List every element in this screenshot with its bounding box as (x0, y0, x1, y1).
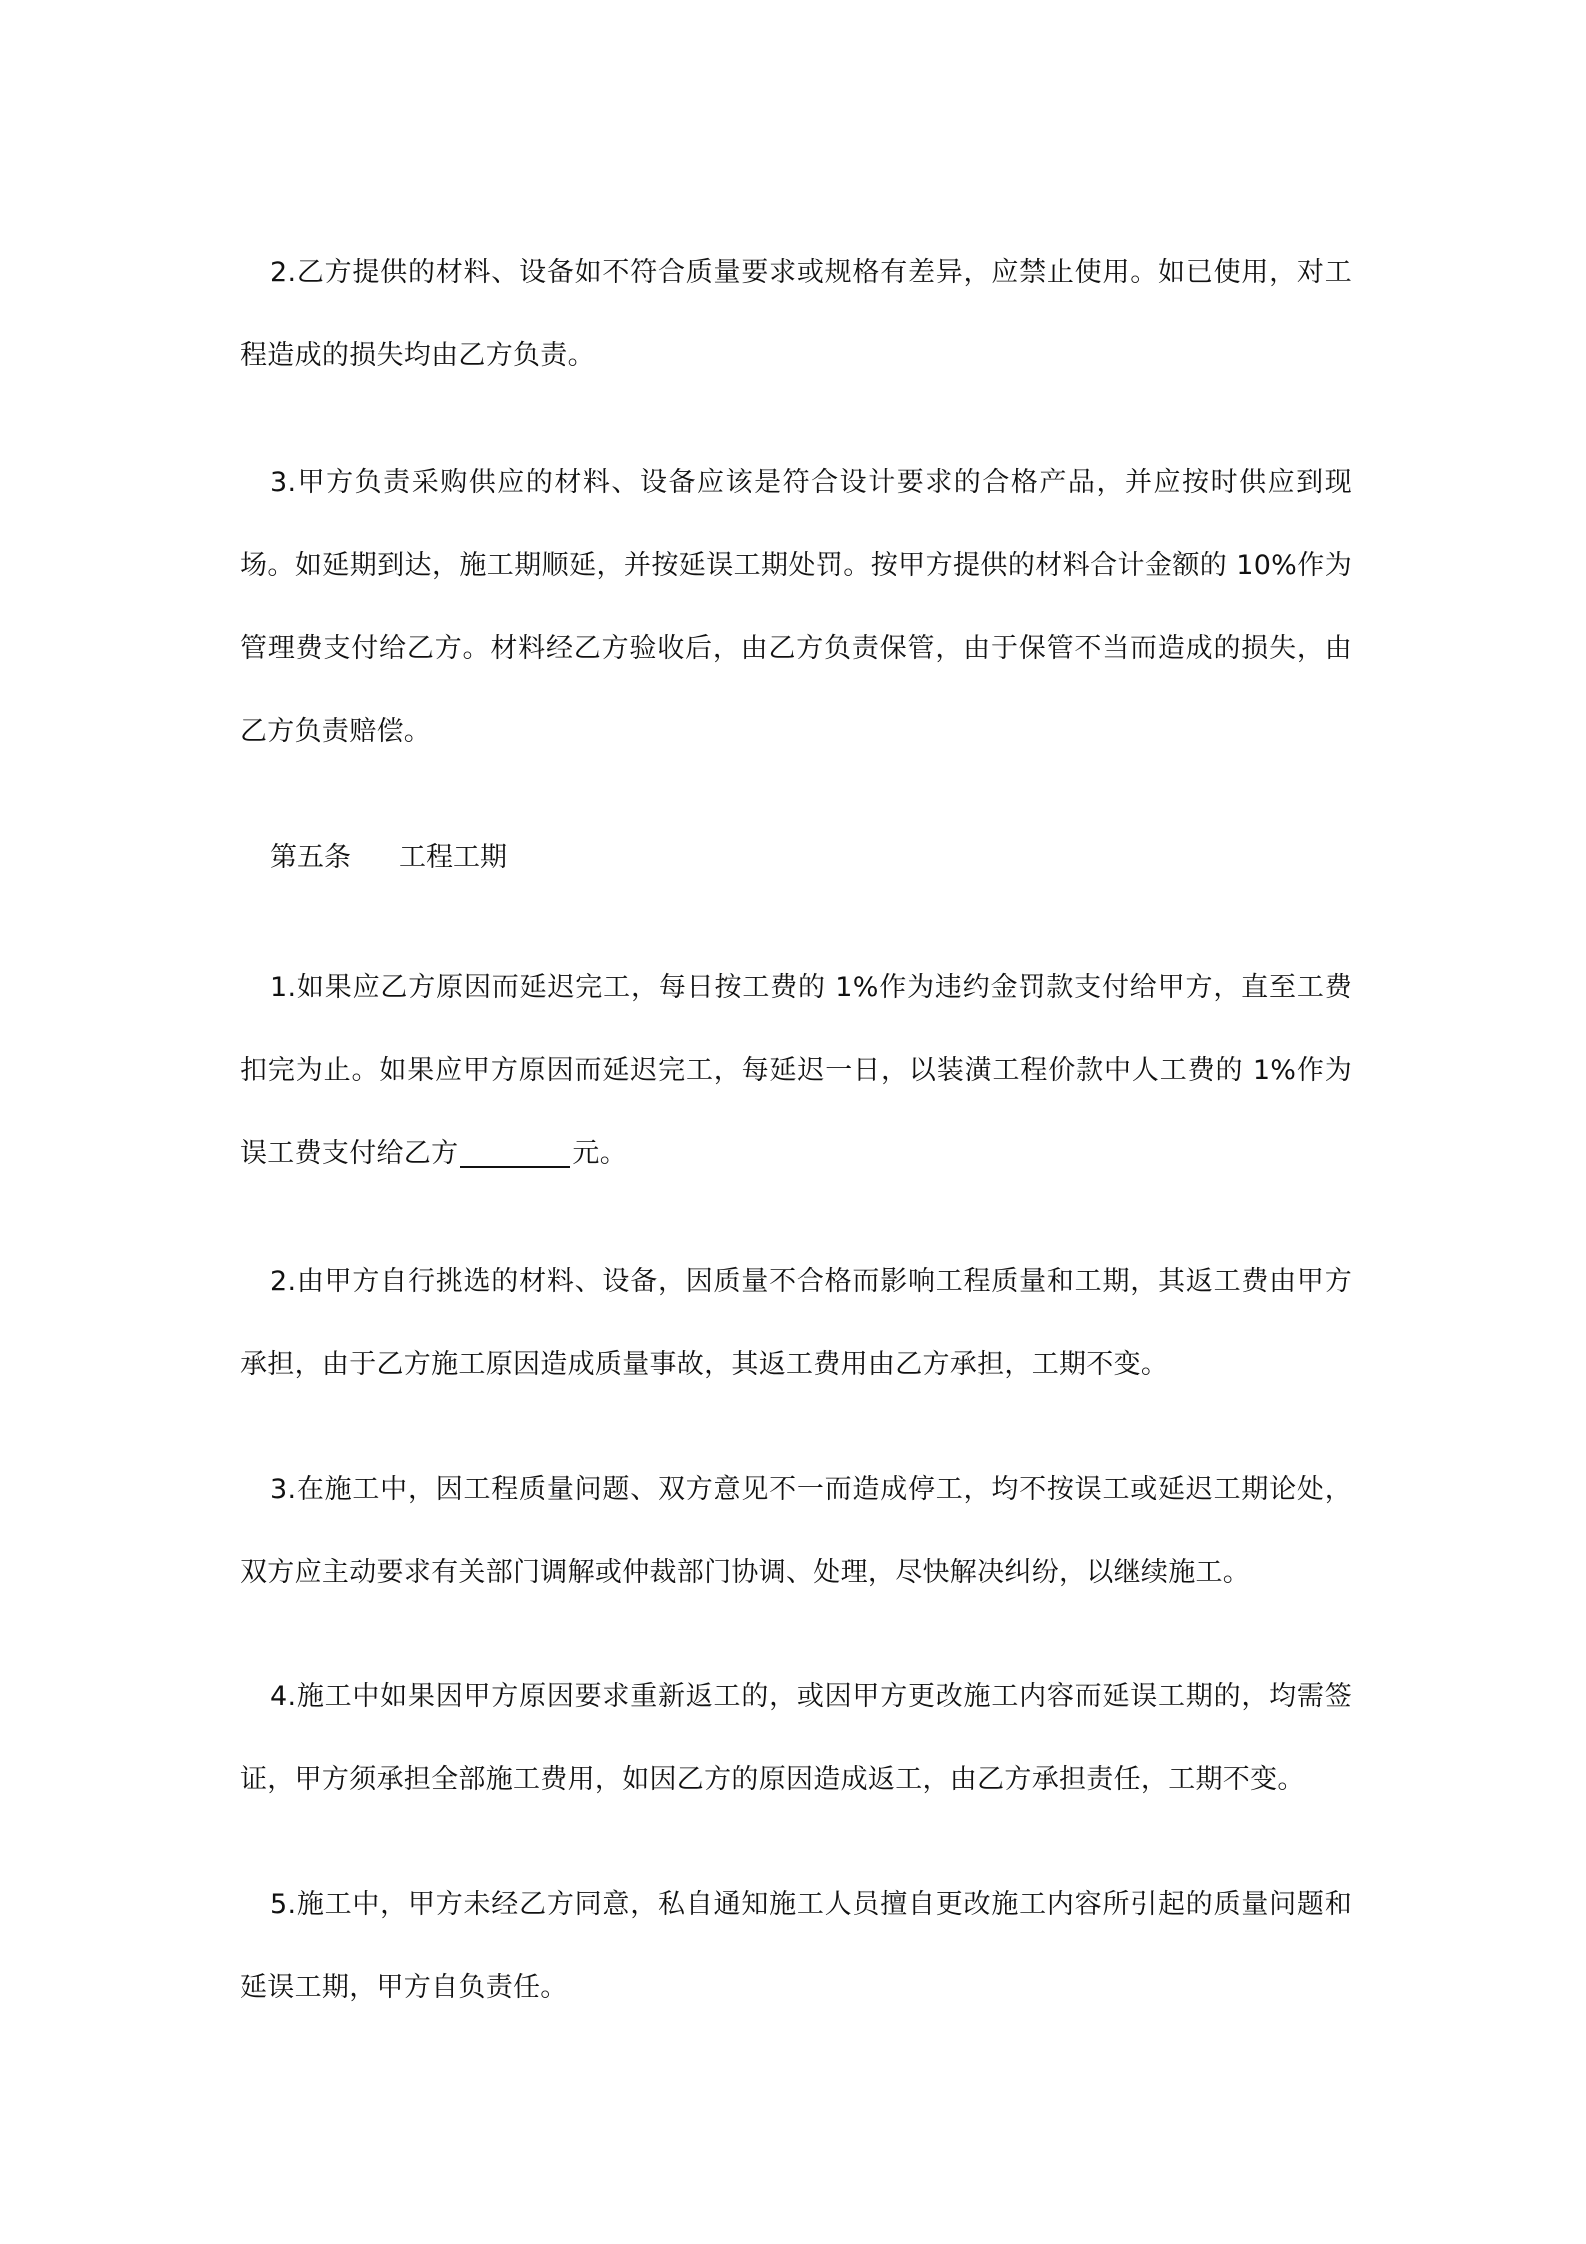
item-material-defects: 2.由甲方自行挑选的材料、设备，因质量不合格而影响工程质量和工期，其返工费由甲方承担，由于乙方施工原因造成质量事故，其返工费用由乙方承担，工期不变。 (240, 1266, 1352, 1380)
blank-amount-field (460, 1136, 570, 1168)
item-delay-penalty-text: 1.如果应乙方原因而延迟完工，每日按工费的 1%作为违约金罚款支付给甲方，直至工费扣完为止。如果应甲方原因而延迟完工，每延迟一日，以装潢工程价款中人工费的 1%作为误工费支付给乙方 (240, 972, 1352, 1169)
item-delay-penalty-unit: 元。 (572, 1138, 628, 1169)
article-title: 工程工期 (399, 842, 507, 873)
item-delay-penalty (240, 946, 1352, 1195)
paragraph-materials-quality: 2.乙方提供的材料、设备如不符合质量要求或规格有差异，应禁止使用。如已使用，对工程造成的损失均由乙方负责。 (240, 257, 1352, 371)
article-number: 第五条 (270, 842, 351, 873)
item-unauthorized-change: 5.施工中，甲方未经乙方同意，私自通知施工人员擅自更改施工内容所引起的质量问题和延误工期，甲方自负责任。 (240, 1889, 1352, 2003)
paragraph-procurement: 3.甲方负责采购供应的材料、设备应该是符合设计要求的合格产品，并应按时供应到现场。如延期到达，施工期顺延，并按延误工期处罚。按甲方提供的材料合计金额的 10%作为管理费支付给乙方。材料经乙方验收后，由乙方负责保管，由于保管不当而造成的损失，由乙方负责赔偿。 (240, 467, 1352, 747)
item-rework: 4.施工中如果因甲方原因要求重新返工的，或因甲方更改施工内容而延误工期的，均需签证，甲方须承担全部施工费用，如因乙方的原因造成返工，由乙方承担责任，工期不变。 (240, 1681, 1352, 1795)
article-heading (270, 838, 507, 878)
item-work-stoppage: 3.在施工中，因工程质量问题、双方意见不一而造成停工，均不按误工或延迟工期论处，双方应主动要求有关部门调解或仲裁部门协调、处理，尽快解决纠纷，以继续施工。 (240, 1474, 1352, 1588)
